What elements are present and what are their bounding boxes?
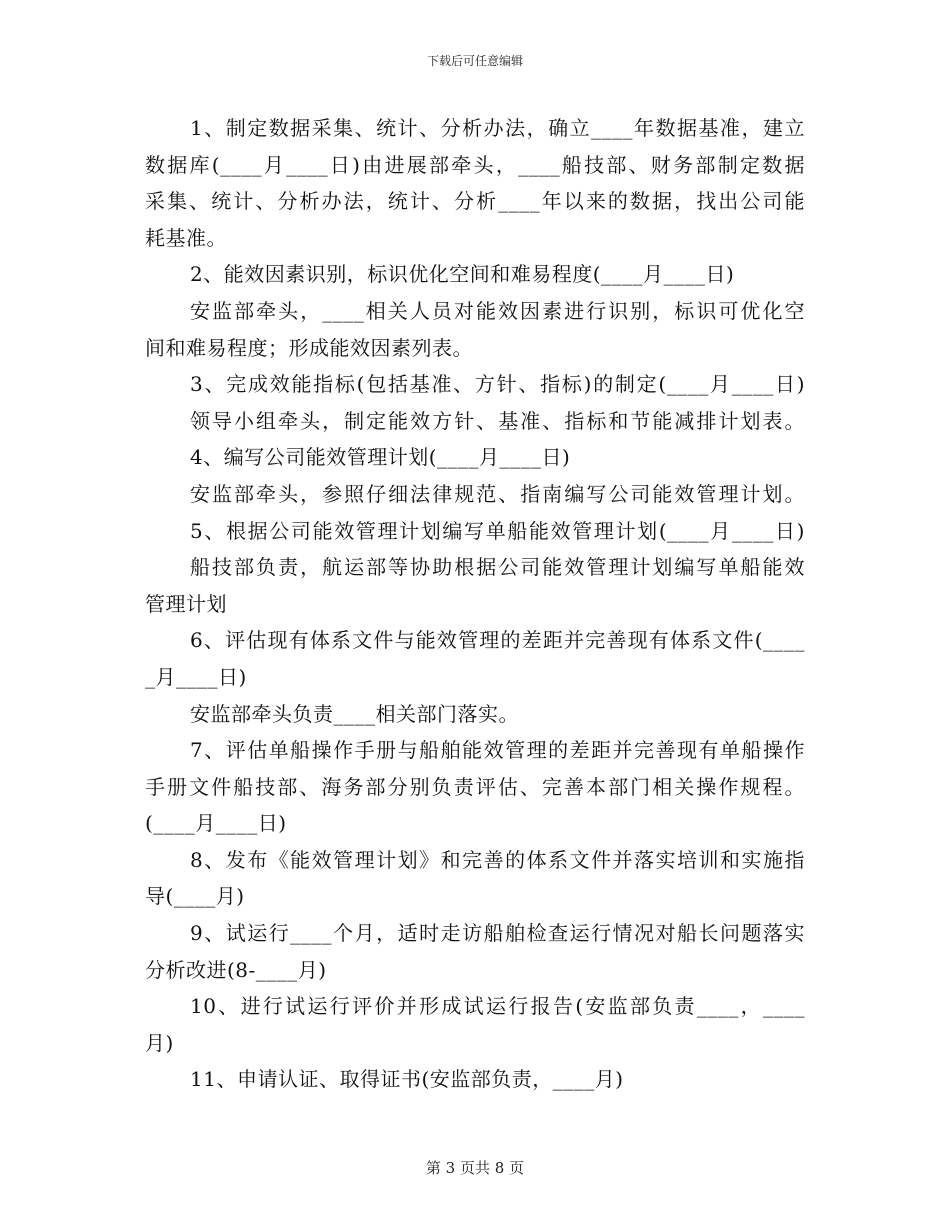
text-line: 采集、统计、分析办法，统计、分析____年以来的数据，找出公司能 (145, 189, 805, 214)
text-line: 月) (145, 1030, 174, 1055)
text-line: 4、编写公司能效管理计划(____月____日) (190, 445, 571, 470)
text-line: (____月____日) (145, 811, 287, 836)
text-line: 2、能效因素识别，标识优化空间和难易程度(____月____日) (190, 262, 735, 287)
page-header: 下载后可任意编辑 (426, 54, 523, 68)
text-line: 8、发布《能效管理计划》和完善的体系文件并落实培训和实施指 (190, 847, 805, 872)
text-line: 船技部负责，航运部等协助根据公司能效管理计划编写单船能效 (190, 555, 805, 580)
text-line: 耗基准。 (145, 225, 227, 250)
text-line: 5、根据公司能效管理计划编写单船能效管理计划(____月____日) (190, 518, 805, 543)
text-line: _月____日) (145, 664, 247, 689)
text-line: 安监部牵头，____相关人员对能效因素进行识别，标识可优化空 (190, 298, 805, 323)
text-line: 3、完成效能指标(包括基准、方针、指标)的制定(____月____日) (190, 372, 805, 397)
text-line: 分析改进(8-____月) (145, 957, 327, 982)
text-line: 6、评估现有体系文件与能效管理的差距并完善现有体系文件(____ (190, 628, 805, 653)
text-line: 9、试运行____个月，适时走访船舶检查运行情况对船长问题落实 (190, 921, 805, 946)
text-line: 安监部牵头负责____相关部门落实。 (190, 701, 519, 726)
text-line: 手册文件船技部、海务部分别负责评估、完善本部门相关操作规程。 (145, 774, 805, 799)
text-line: 安监部牵头，参照仔细法律规范、指南编写公司能效管理计划。 (190, 481, 805, 506)
page-footer: 第 3 页共 8 页 (425, 1159, 525, 1177)
text-line: 间和难易程度；形成能效因素列表。 (145, 335, 473, 360)
text-line: 10、进行试运行评价并形成试运行报告(安监部负责____，____ (190, 994, 805, 1019)
text-line: 领导小组牵头，制定能效方针、基准、指标和节能减排计划表。 (190, 408, 805, 433)
text-line: 数据库(____月____日)由进展部牵头，____船技部、财务部制定数据 (145, 152, 805, 177)
text-line: 11、申请认证、取得证书(安监部负责，____月) (190, 1067, 624, 1092)
document-body (145, 110, 805, 1098)
text-line: 管理计划 (145, 591, 227, 616)
text-line: 7、评估单船操作手册与船舶能效管理的差距并完善现有单船操作 (190, 738, 805, 763)
text-line: 1、制定数据采集、统计、分析办法，确立____年数据基准，建立 (190, 116, 805, 140)
text-line: 导(____月) (145, 884, 245, 909)
